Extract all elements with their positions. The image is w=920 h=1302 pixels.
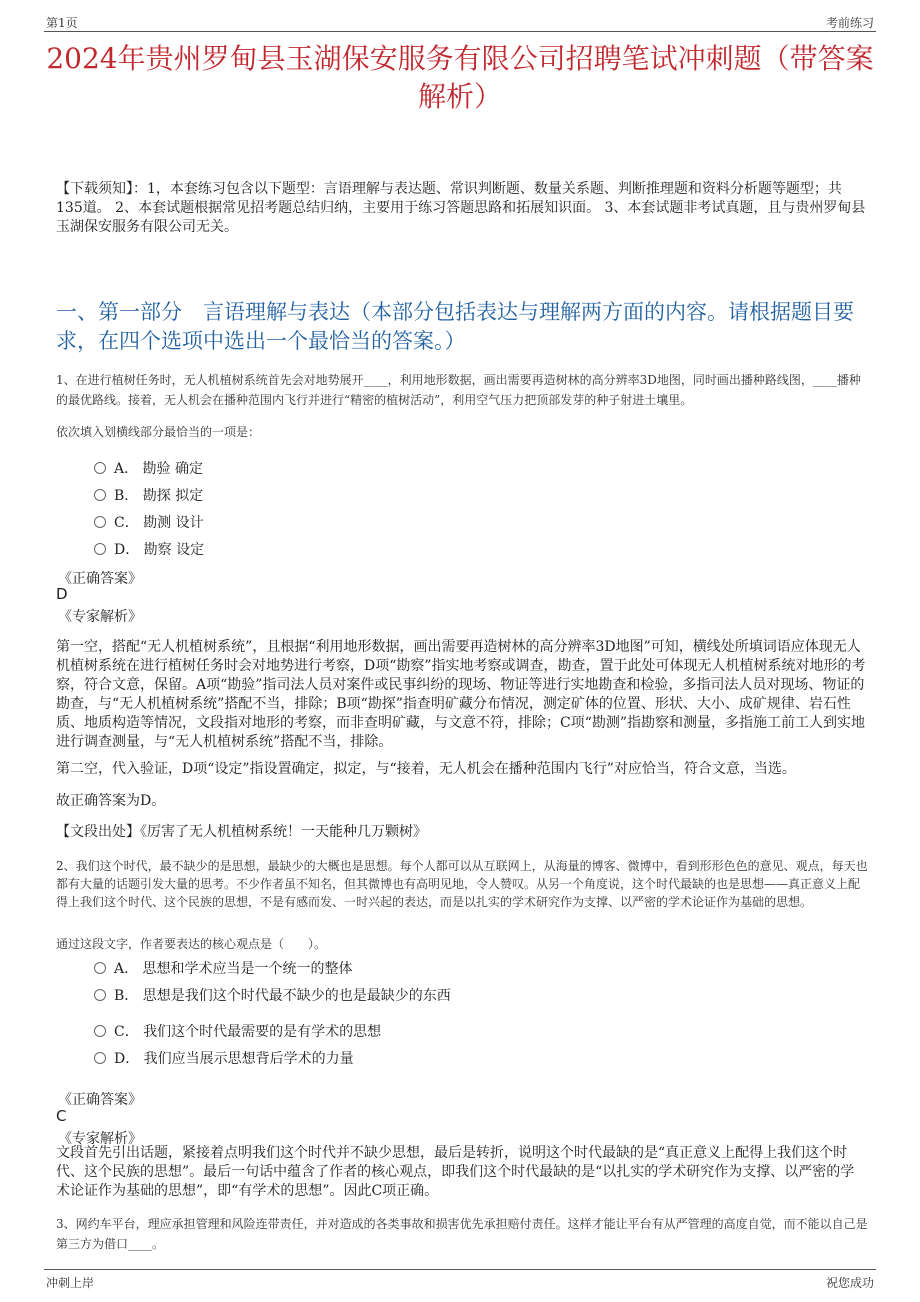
footer-left: 冲刺上岸 xyxy=(46,1276,95,1290)
q1-option-c[interactable] xyxy=(94,512,204,532)
radio-icon[interactable] xyxy=(94,1052,106,1064)
option-label: C． 勘测 设计 xyxy=(114,515,204,531)
option-label: A． 勘验 确定 xyxy=(114,461,204,477)
radio-icon[interactable] xyxy=(94,989,106,1001)
q1-analysis-conclusion: 故正确答案为D。 xyxy=(56,793,166,809)
section-heading: 一、第一部分 言语理解与表达（本部分包括表达与理解两方面的内容。请根据题目要求，在四个选项中选出一个最恰当的答案。） xyxy=(56,300,854,353)
q2-option-b[interactable] xyxy=(94,985,451,1005)
option-label: D． 勘察 设定 xyxy=(114,542,205,558)
radio-icon[interactable] xyxy=(94,543,106,555)
q1-answer: D xyxy=(56,585,68,603)
q1-analysis-paragraph-1: 第一空，搭配“无人机植树系统”，且根据“利用地形数据，画出需要再造树林的高分辨率3D地图”可知，横线处所填词语应体现无人机植树系统在进行植树任务时会对地势进行考察，D项“勘察”指实地考察或调查，勘查，置于此处可体现无人机植树系统对地形的考察，符合文意，保留。A项“勘验”指司法人员对案件或民事纠纷的现场、物证等进行实地勘查和检验，多指司法人员对现场、物证的勘查，与“无人机植树系统”搭配不当，排除；B项“勘探”指查明矿藏分布情况，测定矿体的位置、形状、大小、成矿规律、岩石性质、地质构造等情况，文段指对地形的考察，而非查明矿藏，与文意不符，排除；C项“勘测”指勘察和测量，多指施工前工人到实地进行调查测量，与“无人机植树系统”搭配不当，排除。 xyxy=(56,639,866,750)
q1-option-d[interactable] xyxy=(94,539,204,559)
q1-analysis-label: 《专家解析》 xyxy=(58,609,142,625)
question-3-stem: 3、网约车平台，理应承担管理和风险连带责任，并对造成的各类事故和损害优先承担赔付责任。这样才能让平台有从严管理的高度自觉，而不能以自己是第三方为借口____。 xyxy=(56,1217,868,1251)
footer-right: 祝您成功 xyxy=(825,1276,874,1290)
q2-option-c[interactable] xyxy=(94,1021,381,1041)
q1-option-a[interactable] xyxy=(94,458,203,478)
option-label: B． 思想是我们这个时代最不缺少的也是最缺少的东西 xyxy=(114,988,451,1004)
q2-answer-label: 《正确答案》 xyxy=(58,1092,142,1108)
q2-analysis-label: 《专家解析》 xyxy=(58,1131,142,1147)
option-label: A． 思想和学术应当是一个统一的整体 xyxy=(114,961,353,977)
question-2-prompt: 通过这段文字，作者要表达的核心观点是（ ）。 xyxy=(56,937,327,951)
option-label: B． 勘探 拟定 xyxy=(114,488,204,504)
q2-option-a[interactable] xyxy=(94,958,353,978)
option-label: C． 我们这个时代最需要的是有学术的思想 xyxy=(114,1024,382,1040)
header-tag: 考前练习 xyxy=(825,16,874,30)
q1-answer-label: 《正确答案》 xyxy=(58,571,142,587)
header-divider xyxy=(44,31,876,32)
q1-source: 【文段出处】《厉害了无人机植树系统！一天能种几万颗树》 xyxy=(56,824,427,840)
radio-icon[interactable] xyxy=(94,462,106,474)
radio-icon[interactable] xyxy=(94,962,106,974)
radio-icon[interactable] xyxy=(94,489,106,501)
radio-icon[interactable] xyxy=(94,516,106,528)
page-number: 第1页 xyxy=(46,16,78,30)
question-1-stem: 1、在进行植树任务时，无人机植树系统首先会对地势展开____，利用地形数据，画出需要再造树林的高分辨率3D地图，同时画出播种路线图，____播种的最优路线。接着，无人机会在播种范围内飞行并进行“精密的植树活动”，利用空气压力把顶部发芽的种子射进土壤里。 xyxy=(56,373,861,407)
question-1-prompt: 依次填入划横线部分最恰当的一项是： xyxy=(56,425,261,439)
download-notice: 【下载须知】：1，本套练习包含以下题型：言语理解与表达题、常识判断题、数量关系题、判断推理题和资料分析题等题型；共135道。 2、本套试题根据常见招考题总结归纳，主要用于练习答题思路和拓展知识面。 3、本套试题非考试真题，且与贵州罗甸县玉湖保安服务有限公司无关。 xyxy=(56,181,866,235)
q2-answer: C xyxy=(56,1107,67,1125)
document-title: 2024年贵州罗甸县玉湖保安服务有限公司招聘笔试冲刺题（带答案解析） xyxy=(46,42,874,113)
q2-analysis: 文段首先引出话题，紧接着点明我们这个时代并不缺少思想，最后是转折，说明这个时代最缺的是“真正意义上配得上我们这个时代、这个民族的思想”。最后一句话中蕴含了作者的核心观点，即我们这个时代最缺的是“以扎实的学术研究作为支撑、以严密的学术论证作为基础的思想”，即“有学术的思想”。因此C项正确。 xyxy=(56,1145,855,1199)
option-label: D． 我们应当展示思想背后学术的力量 xyxy=(114,1051,354,1067)
radio-icon[interactable] xyxy=(94,1025,106,1037)
footer-divider xyxy=(44,1269,876,1270)
q1-analysis-paragraph-2: 第二空，代入验证，D项“设定”指设置确定，拟定，与“接着，无人机会在播种范围内飞行”对应恰当，符合文意，当选。 xyxy=(56,761,796,777)
q2-option-d[interactable] xyxy=(94,1048,354,1068)
q1-option-b[interactable] xyxy=(94,485,203,505)
question-2-stem: 2、我们这个时代，最不缺少的是思想，最缺少的大概也是思想。每个人都可以从互联网上，从海量的博客、微博中，看到形形色色的意见、观点，每天也都有大量的话题引发大量的思考。不少作者虽不知名，但其微博也有高明见地，令人赞叹。从另一个角度说，这个时代最缺的也是思想——真正意义上配得上我们这个时代、这个民族的思想，不是有感而发、一时兴起的表达，而是以扎实的学术研究作为支撑、以严密的学术论证作为基础的思想。 xyxy=(56,859,868,909)
page-header xyxy=(0,0,920,34)
